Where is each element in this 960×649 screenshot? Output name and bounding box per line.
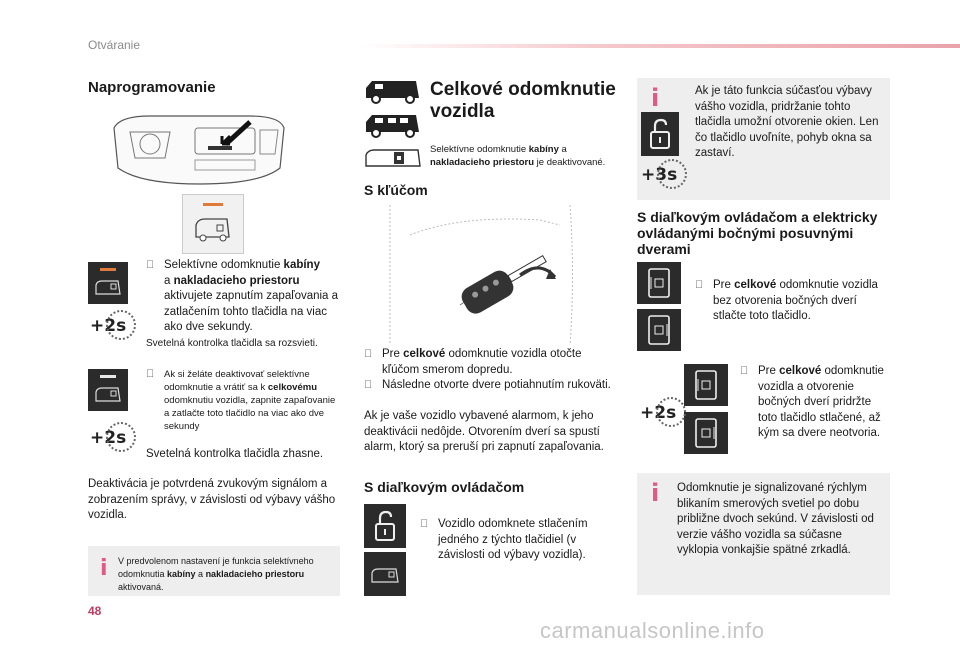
info-box-windows-text: Ak je táto funkcia súčasťou výbavy vášho vozidla, pridržanie tohto tlačidla umožní otvorenie okien. Len čo tlačidlo uvoľníte, pohyb okna sa zastaví. bbox=[695, 85, 879, 159]
sliding-door-open-icon-2 bbox=[684, 412, 728, 454]
info-box-default-text: V predvolenom nastavení je funkcia selektívneho odomknutia kabíny a nakladacieho priestoru aktivovaná. bbox=[118, 556, 314, 592]
programming-bullet-2: Ak si želáte deaktivovať selektívne odomknutie a vrátiť sa k celkovému odomknutiu vozidla, zapnite zapaľovanie a zatlačte toto tlačidlo na viac ako dve sekundy bbox=[164, 369, 336, 432]
deactivation-paragraph: Deaktivácia je potvrdená zvukovým signálom a zobrazením správy, v závislosti od výbavy vášho vozidla. bbox=[88, 478, 336, 521]
programming-title: Naprogramovanie bbox=[88, 79, 216, 96]
info-icon-3: i bbox=[651, 479, 660, 507]
page-number: 48 bbox=[88, 604, 102, 618]
two-seconds-icon-3: +2s bbox=[640, 403, 676, 423]
sliding-door-unlock-icon-2 bbox=[637, 309, 681, 351]
three-seconds-icon: +3s bbox=[641, 165, 677, 185]
van-icon-1 bbox=[364, 78, 422, 109]
total-unlock-title: Celkové odomknutie vozidla bbox=[430, 79, 616, 122]
key-in-door-illustration bbox=[370, 205, 592, 345]
sliding-bullet-2: Pre celkové odomknutie vozidla a otvorenie bočných dverí pridržte toto tlačidlo stlačené, až kým sa dvere neotvoria. bbox=[758, 365, 884, 439]
watermark: carmanualsonline.info bbox=[540, 618, 765, 643]
sliding-doors-title: S diaľkovým ovládačom a elektricky ovládanými bočnými posuvnými dverami bbox=[637, 209, 878, 257]
section-label: Otváranie bbox=[88, 38, 141, 52]
alarm-paragraph: Ak je vaše vozidlo vybavené alarmom, k jeho deaktivácii nedôjde. Otvorením dverí sa spustí alarm, ktorý sa preruší pri zapnutí zapaľovania. bbox=[364, 410, 604, 453]
van-unlock-button-icon bbox=[88, 262, 128, 304]
remote-section-title: S diaľkovým ovládačom bbox=[364, 479, 525, 495]
selective-disabled-caption: Selektívne odomknutie kabíny a nakladacieho priestoru je deaktivované. bbox=[430, 144, 606, 168]
info-box-default bbox=[88, 546, 340, 596]
van-lock-button-icon bbox=[364, 146, 422, 175]
light-off-note: Svetelná kontrolka tlačidla zhasne. bbox=[146, 448, 324, 460]
key-bullets: Pre celkové odomknutie vozidla otočte kľúčom smerom dopredu. Následne otvorte dvere potiahnutím rukoväti. bbox=[382, 348, 611, 391]
sliding-door-open-icon bbox=[684, 364, 728, 406]
two-seconds-icon-2: +2s bbox=[90, 428, 126, 448]
van-unlock-button-illustration bbox=[182, 194, 244, 254]
sliding-bullet-1: Pre celkové odomknutie vozidla bez otvorenia bočných dverí stlačte toto tlačidlo. bbox=[713, 279, 878, 322]
key-section-title: S kľúčom bbox=[364, 182, 428, 198]
programming-bullet-1: Selektívne odomknutie kabíny a nakladacieho priestoru aktivujete zapnutím zapaľovania a zatlačením tohto tlačidla na viac ako dve sekundy. bbox=[164, 259, 339, 333]
info-icon: i bbox=[100, 556, 108, 581]
light-on-note: Svetelná kontrolka tlačidla sa rozsvieti. bbox=[146, 338, 318, 349]
van-icon-2 bbox=[364, 112, 422, 143]
van-unlock-button-icon-2 bbox=[88, 369, 128, 411]
two-seconds-icon: +2s bbox=[90, 316, 126, 336]
sliding-door-unlock-icon bbox=[637, 262, 681, 304]
header-rule bbox=[360, 44, 960, 48]
info-icon-2: i bbox=[651, 84, 660, 112]
padlock-open-icon-2 bbox=[641, 112, 679, 156]
remote-bullet: Vozidlo odomknete stlačením jedného z týchto tlačidiel (v závislosti od výbavy vozidla). bbox=[438, 518, 588, 561]
info-box-signal-text: Odomknutie je signalizované rýchlym blikaním smerových svetiel po dobu približne dvoch sekúnd. V závislosti od verzie vášho vozidla sa súčasne vyklopia vonkajšie spätné zrkadlá. bbox=[677, 482, 874, 556]
info-box-windows bbox=[637, 78, 890, 200]
padlock-open-icon bbox=[364, 504, 406, 548]
van-side-icon bbox=[364, 552, 406, 596]
info-box-signal bbox=[637, 473, 890, 595]
dashboard-illustration bbox=[110, 108, 288, 188]
